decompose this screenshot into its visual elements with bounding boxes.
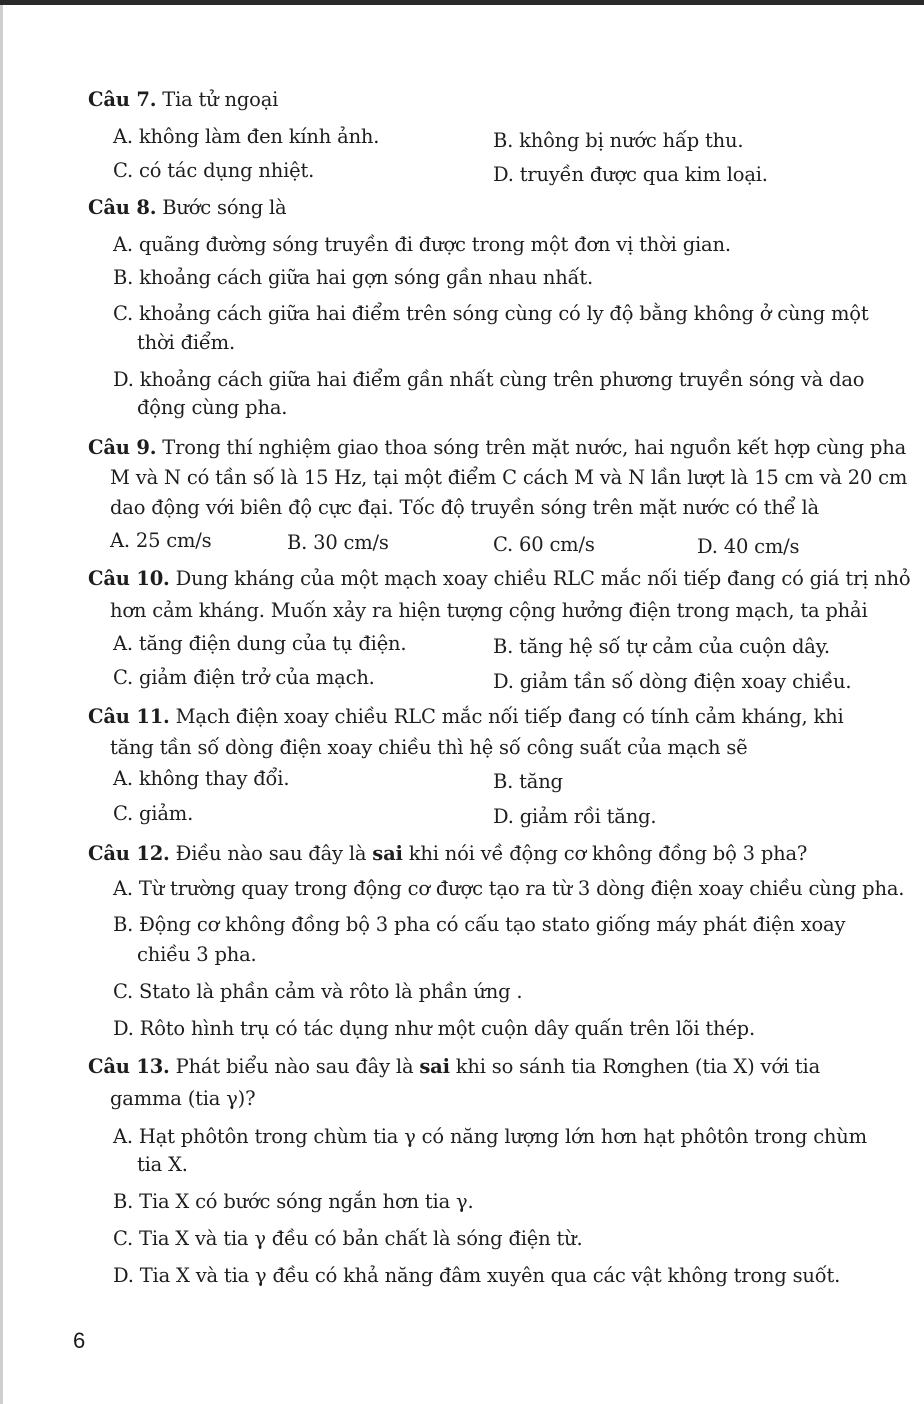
option-text: 25 cm/s xyxy=(129,529,212,552)
question-text: Điều nào sau đây là xyxy=(169,842,373,865)
question-7-option-d xyxy=(493,163,768,187)
option-letter: D. xyxy=(113,368,134,391)
question-9-option-c xyxy=(493,533,595,557)
option-text: quãng đường sóng truyền đi được trong một đơn vị thời gian. xyxy=(132,233,731,256)
question-label: Câu 10. xyxy=(88,567,170,590)
option-text: khoảng cách giữa hai gợn sóng gần nhau nhất. xyxy=(133,266,594,289)
option-text: Stato là phần cảm và rôto là phần ứng . xyxy=(133,980,523,1003)
option-letter: B. xyxy=(113,913,134,936)
question-text: Tia tử ngoại xyxy=(156,88,279,111)
question-label: Câu 13. xyxy=(88,1055,170,1078)
emphasis-word: sai xyxy=(372,842,403,865)
question-11-stem xyxy=(88,705,844,729)
option-text: tăng xyxy=(513,770,563,793)
question-11-option-b xyxy=(493,770,563,794)
question-13-option-d xyxy=(113,1264,840,1288)
option-text: không làm đen kính ảnh. xyxy=(132,125,380,148)
option-letter: C. xyxy=(113,980,134,1003)
question-13-option-b xyxy=(113,1190,473,1214)
question-12-option-d xyxy=(113,1017,755,1041)
option-text: tăng điện dung của tụ điện. xyxy=(132,632,407,655)
question-10-stem xyxy=(88,567,910,591)
question-13-option-c xyxy=(113,1227,582,1251)
option-letter: B. xyxy=(113,1190,134,1213)
question-13-option-a xyxy=(113,1125,867,1149)
question-label: Câu 11. xyxy=(88,705,170,728)
option-text: không bị nước hấp thu. xyxy=(513,129,744,152)
question-label: Câu 12. xyxy=(88,842,170,865)
option-text: Động cơ không đồng bộ 3 pha có cấu tạo stato giống máy phát điện xoay xyxy=(133,913,846,936)
question-13-stem xyxy=(88,1055,820,1079)
question-11-option-c xyxy=(113,802,193,826)
option-text: 30 cm/s xyxy=(307,531,389,554)
question-7-option-a xyxy=(113,125,379,149)
question-8-option-d xyxy=(113,368,864,392)
question-8-option-b xyxy=(113,266,593,290)
question-11-option-d xyxy=(493,805,656,829)
question-text: Bước sóng là xyxy=(156,196,287,219)
question-text: khi so sánh tia Rơnghen (tia X) với tia xyxy=(449,1055,820,1078)
question-9-stem xyxy=(88,436,906,460)
option-text: không thay đổi. xyxy=(132,767,290,790)
question-10-option-d xyxy=(493,670,851,694)
question-text: Dung kháng của một mạch xoay chiều RLC mắc nối tiếp đang có giá trị nhỏ xyxy=(169,567,911,590)
question-label: Câu 8. xyxy=(88,196,157,219)
question-11-option-a xyxy=(113,767,289,791)
option-letter: A. xyxy=(113,877,133,900)
option-letter: C. xyxy=(493,533,514,556)
question-text: Mạch điện xoay chiều RLC mắc nối tiếp đang có tính cảm kháng, khi xyxy=(169,705,844,728)
question-8-option-d-cont: động cùng pha. xyxy=(137,396,288,419)
question-9-option-a xyxy=(110,529,212,553)
option-letter: C. xyxy=(113,302,134,325)
option-text: 60 cm/s xyxy=(513,533,595,556)
option-text: giảm điện trở của mạch. xyxy=(133,666,375,689)
option-letter: B. xyxy=(287,531,308,554)
question-9-option-b xyxy=(287,531,389,555)
option-text: tăng hệ số tự cảm của cuộn dây. xyxy=(513,635,830,658)
question-8-option-c xyxy=(113,302,869,326)
option-text: có tác dụng nhiệt. xyxy=(133,159,315,182)
option-letter: D. xyxy=(113,1264,134,1287)
option-letter: C. xyxy=(113,1227,134,1250)
option-text: Tia X và tia γ đều có bản chất là sóng điện từ. xyxy=(133,1227,583,1250)
question-7-stem xyxy=(88,88,278,112)
option-letter: C. xyxy=(113,802,134,825)
option-letter: C. xyxy=(113,666,134,689)
option-letter: A. xyxy=(113,233,133,256)
option-text: Tia X có bước sóng ngắn hơn tia γ. xyxy=(133,1190,474,1213)
question-12-option-a xyxy=(113,877,904,901)
question-9-option-d xyxy=(697,535,799,559)
option-letter: D. xyxy=(697,535,718,558)
option-text: khoảng cách giữa hai điểm trên sóng cùng có ly độ bằng không ở cùng một xyxy=(133,302,869,325)
option-letter: C. xyxy=(113,159,134,182)
option-text: giảm. xyxy=(133,802,194,825)
option-text: Hạt phôtôn trong chùm tia γ có năng lượng lớn hơn hạt phôtôn trong chùm xyxy=(132,1125,867,1148)
question-13-option-a-cont: tia X. xyxy=(137,1153,188,1176)
question-text: Phát biểu nào sau đây là xyxy=(169,1055,420,1078)
question-12-option-b xyxy=(113,913,845,937)
question-label: Câu 7. xyxy=(88,88,157,111)
question-9-stem-line-3: dao động với biên độ cực đại. Tốc độ truyền sóng trên mặt nước có thể là xyxy=(110,496,819,519)
question-text: Trong thí nghiệm giao thoa sóng trên mặt nước, hai nguồn kết hợp cùng pha xyxy=(156,436,907,459)
question-7-option-c xyxy=(113,159,314,183)
option-text: 40 cm/s xyxy=(717,535,800,558)
option-text: truyền được qua kim loại. xyxy=(513,163,768,186)
option-letter: D. xyxy=(493,805,514,828)
emphasis-word: sai xyxy=(419,1055,450,1078)
question-12-stem xyxy=(88,842,807,866)
option-letter: D. xyxy=(113,1017,134,1040)
question-8-option-c-cont: thời điểm. xyxy=(137,331,235,354)
question-9-stem-line-2: M và N có tần số là 15 Hz, tại một điểm C cách M và N lần lượt là 15 cm và 20 cm xyxy=(110,466,908,489)
question-10-option-b xyxy=(493,635,830,659)
option-letter: A. xyxy=(113,767,133,790)
option-letter: A. xyxy=(113,125,133,148)
option-letter: D. xyxy=(493,163,514,186)
option-text: Tia X và tia γ đều có khả năng đâm xuyên qua các vật không trong suốt. xyxy=(133,1264,841,1287)
option-letter: A. xyxy=(113,632,133,655)
question-11-stem-line-2: tăng tần số dòng điện xoay chiều thì hệ số công suất của mạch sẽ xyxy=(110,736,748,759)
option-text: Rôto hình trụ có tác dụng như một cuộn dây quấn trên lõi thép. xyxy=(133,1017,755,1040)
question-7-option-b xyxy=(493,129,743,153)
question-text: khi nói về động cơ không đồng bộ 3 pha? xyxy=(402,842,808,865)
option-letter: D. xyxy=(493,670,514,693)
option-letter: A. xyxy=(110,529,130,552)
option-letter: A. xyxy=(113,1125,133,1148)
question-10-option-c xyxy=(113,666,375,690)
question-8-stem xyxy=(88,196,286,220)
option-text: Từ trường quay trong động cơ được tạo ra từ 3 dòng điện xoay chiều cùng pha. xyxy=(132,877,905,900)
question-10-stem-line-2: hơn cảm kháng. Muốn xảy ra hiện tượng cộng hưởng điện trong mạch, ta phải xyxy=(110,599,868,622)
option-letter: B. xyxy=(493,129,514,152)
option-letter: B. xyxy=(493,770,514,793)
question-13-stem-line-2: gamma (tia γ)? xyxy=(110,1087,256,1110)
option-letter: B. xyxy=(113,266,134,289)
option-text: khoảng cách giữa hai điểm gần nhất cùng trên phương truyền sóng và dao xyxy=(133,368,865,391)
question-10-option-a xyxy=(113,632,406,656)
question-12-option-b-cont: chiều 3 pha. xyxy=(137,943,257,966)
page-number: 6 xyxy=(73,1328,86,1353)
option-letter: B. xyxy=(493,635,514,658)
question-12-option-c xyxy=(113,980,522,1004)
question-8-option-a xyxy=(113,233,731,257)
option-text: giảm tần số dòng điện xoay chiều. xyxy=(513,670,852,693)
question-label: Câu 9. xyxy=(88,436,157,459)
option-text: giảm rồi tăng. xyxy=(513,805,657,828)
